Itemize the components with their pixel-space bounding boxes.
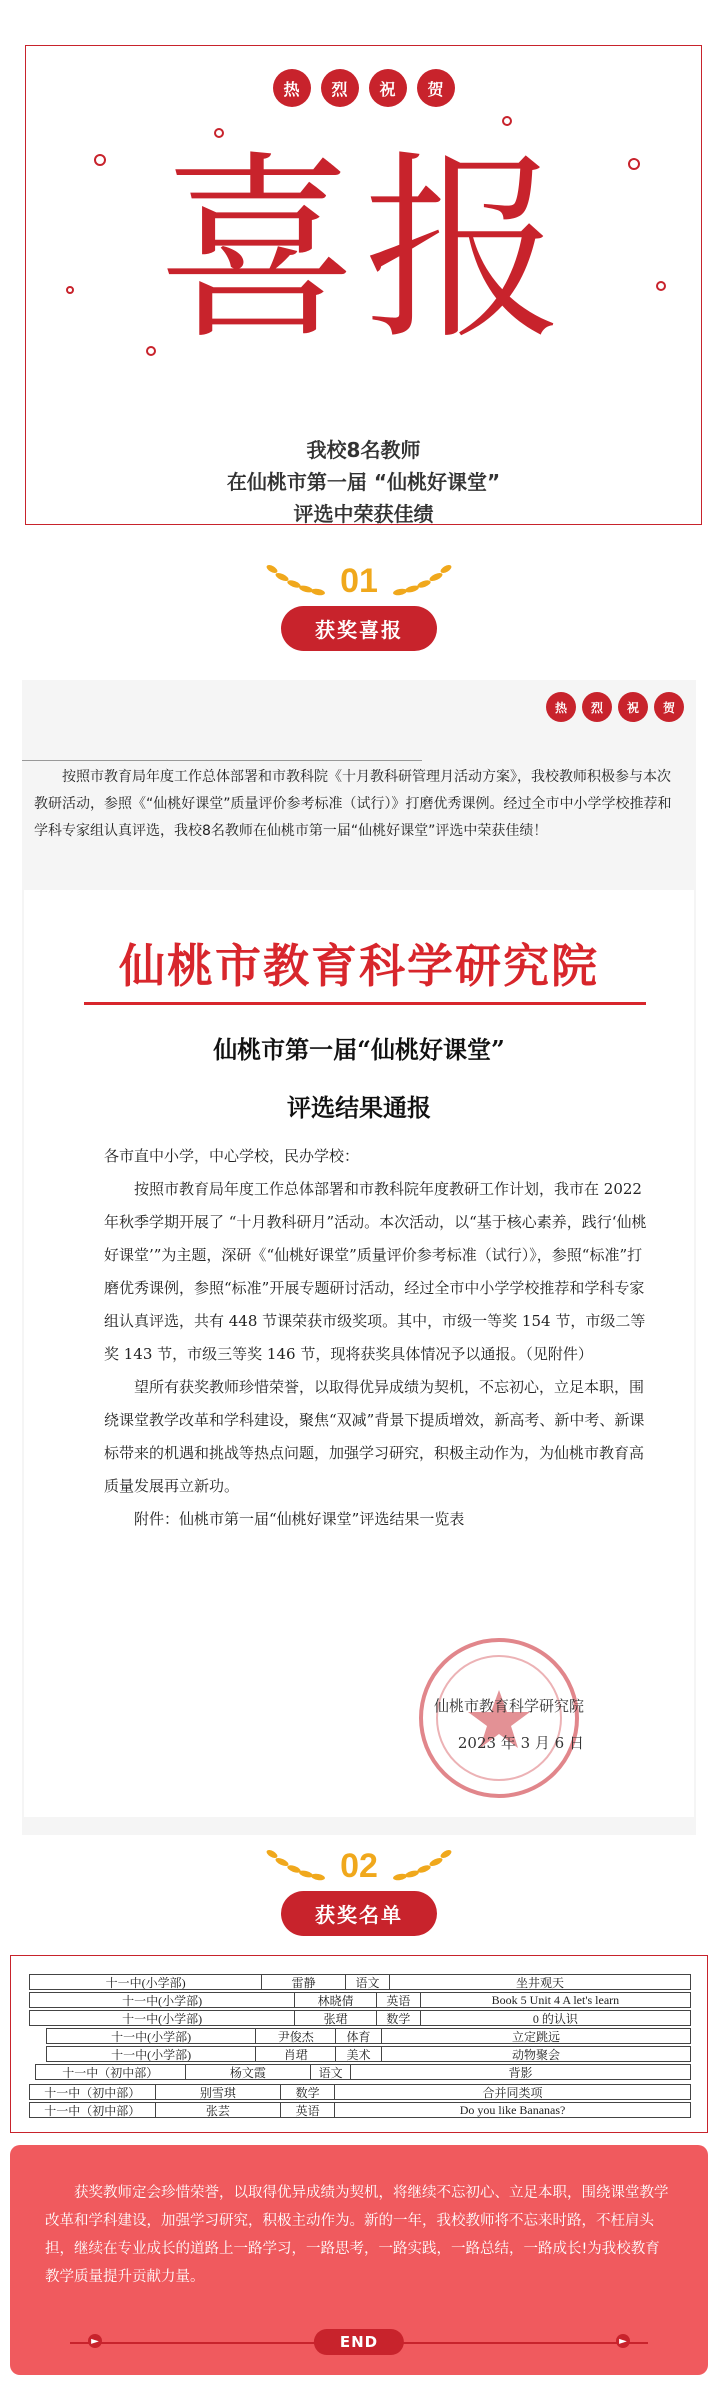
table-cell: 林晓倩 [295,1993,377,2007]
institute-name: 仙桃市教育科学研究院 [119,939,599,993]
table-cell: 十一中（初中部） [30,2085,156,2099]
table-row [46,2028,691,2044]
laurel-right-icon [388,1846,458,1886]
document-paragraph: 望所有获奖教师珍惜荣誉，以取得优异成绩为契机，不忘初心，立足本职，围绕课堂教学改革和学科建设，聚焦“双减”背景下提质增效，新高考、新中考、新课标带来的机遇和挑战等热点问题，加强学习研究，积极主动作为，为仙桃市教育高质量发展再立新功。 [104,1378,645,1495]
mini-pill: 热 [546,692,576,722]
table-cell: 美术 [336,2047,382,2061]
table-cell: 杨文霞 [186,2065,312,2079]
signature-org: 仙桃市教育科学研究院 [433,1697,584,1715]
mini-pill: 贺 [654,692,684,722]
section-header-02 [0,1845,718,1936]
table-cell: Book 5 Unit 4 A let's learn [491,1993,620,2007]
laurel-left-icon [260,1846,330,1886]
subtitle-line: 在仙桃市第一届 “仙桃好课堂” [226,470,501,494]
table-cell: 张芸 [156,2103,282,2117]
attachment-note: 附件：仙桃市第一届“仙桃好课堂”评选结果一览表 [134,1510,465,1528]
table-cell: 语文 [346,1975,390,1989]
table-cell: 数学 [377,2011,421,2025]
table-cell: 尹俊杰 [256,2029,336,2043]
table-cell: 十一中（初中部） [36,2065,186,2079]
document-subtitle: 评选结果通报 [287,1093,431,1122]
signature-date: 2023 年 3 月 6 日 [457,1734,584,1752]
subtitle-line: 评选中荣获佳绩 [293,502,434,526]
section-label: 获奖喜报 [281,606,437,651]
section-number: 02 [340,1846,378,1885]
table-cell: 张珺 [295,2011,377,2025]
table-cell: 0 的认识 [532,2011,578,2025]
closing-card [10,2145,708,2375]
table-cell: 动物聚会 [511,2047,560,2061]
divider [22,760,422,761]
mini-pill: 烈 [582,692,612,722]
arrow-right-icon: ► [88,2334,102,2348]
hero-card [25,45,702,525]
table-row [29,1974,691,1990]
pill-zhu: 祝 [369,69,407,107]
table-cell: 十一中(小学部) [47,2047,256,2061]
official-seal-icon [419,1638,579,1798]
notice-panel [22,680,696,1835]
table-cell: 语文 [311,2065,351,2079]
hero-title: 喜报 [157,134,570,367]
table-cell: 十一中(小学部) [30,2011,295,2025]
table-row [46,2046,691,2062]
table-cell: 肖珺 [256,2047,336,2061]
section-number: 01 [340,561,378,600]
table-cell: 十一中（初中部） [30,2103,156,2117]
table-cell: 十一中(小学部) [47,2029,256,2043]
mini-pill: 祝 [618,692,648,722]
salutation: 各市直中小学，中心学校，民办学校： [104,1147,360,1165]
pill-re: 热 [273,69,311,107]
document-title: 仙桃市第一届“仙桃好课堂” [213,1035,505,1064]
pill-lie: 烈 [321,69,359,107]
laurel-right-icon [388,561,458,601]
official-document [24,890,694,1817]
table-cell: Do you like Bananas? [459,2103,566,2117]
red-divider [84,1002,646,1005]
table-row [35,2064,691,2080]
celebration-pills [26,69,701,107]
table-cell: 十一中(小学部) [30,1975,262,1989]
laurel-left-icon [260,561,330,601]
table-cell: 英语 [281,2103,335,2117]
table-cell: 别雪琪 [156,2085,282,2099]
table-cell: 背影 [508,2065,533,2079]
table-row [29,2102,691,2118]
pill-he: 贺 [417,69,455,107]
mini-celebration-pills [546,692,684,722]
table-row [29,2084,691,2100]
intro-paragraph: 按照市教育局年度工作总体部署和市教科院《十月教科研管理月活动方案》，我校教师积极参与本次教研活动，参照《“仙桃好课堂”质量评价参考标准（试行）》打磨优秀课例。经过全市中小学学校推荐和学科专家组认真评选，我校8名教师在仙桃市第一届“仙桃好课堂”评选中荣获佳绩！ [34,769,672,839]
document-paragraph: 按照市教育局年度工作总体部署和市教科院年度教研工作计划，我市在 2022 年秋季学期开展了 “十月教科研月”活动。本次活动，以“基于核心素养，践行‘仙桃好课堂’”为主题，深研《“仙桃好课堂”质量评价参考标准（试行）》，参照“标准”打磨优秀课例，参照“标准”开展专题研讨活动，经过全市中小学学校推荐和学科专家组认真评选，共有 448 节课荣获市级奖项。其中，市级一等奖 154 节，市级二等奖 143 节，市级三等奖 146 节，现将获奖具体情况予以通报。（见附件） [104,1180,647,1363]
table-row [29,1992,691,2008]
section-header-01 [0,560,718,651]
table-cell: 体育 [336,2029,382,2043]
closing-paragraph: 获奖教师定会珍惜荣誉，以取得优异成绩为契机，将继续不忘初心、立足本职，围绕课堂教学改革和学科建设，加强学习研究，积极主动作为。新的一年，我校教师将不忘来时路，不枉肩头担，继续在专业成长的道路上一路学习，一路思考，一路实践，一路总结，一路成长!为我校教育教学质量提升贡献力量。 [45,2185,669,2285]
section-label: 获奖名单 [281,1891,437,1936]
decor-dot [502,116,512,126]
table-cell: 坐井观天 [515,1975,564,1989]
end-badge: END [314,2329,404,2355]
table-cell: 数学 [281,2085,335,2099]
table-cell: 合并同类项 [482,2085,543,2099]
table-cell: 英语 [377,1993,421,2007]
table-cell: 立定跳远 [511,2029,560,2043]
table-cell: 十一中(小学部) [30,1993,295,2007]
arrow-right-icon: ► [616,2334,630,2348]
document-body [104,1140,648,1536]
winners-table-frame [10,1955,708,2133]
subtitle-line: 我校8名教师 [306,438,421,462]
hero-subtitle [26,434,701,530]
table-row [29,2010,691,2026]
table-cell: 雷静 [262,1975,346,1989]
